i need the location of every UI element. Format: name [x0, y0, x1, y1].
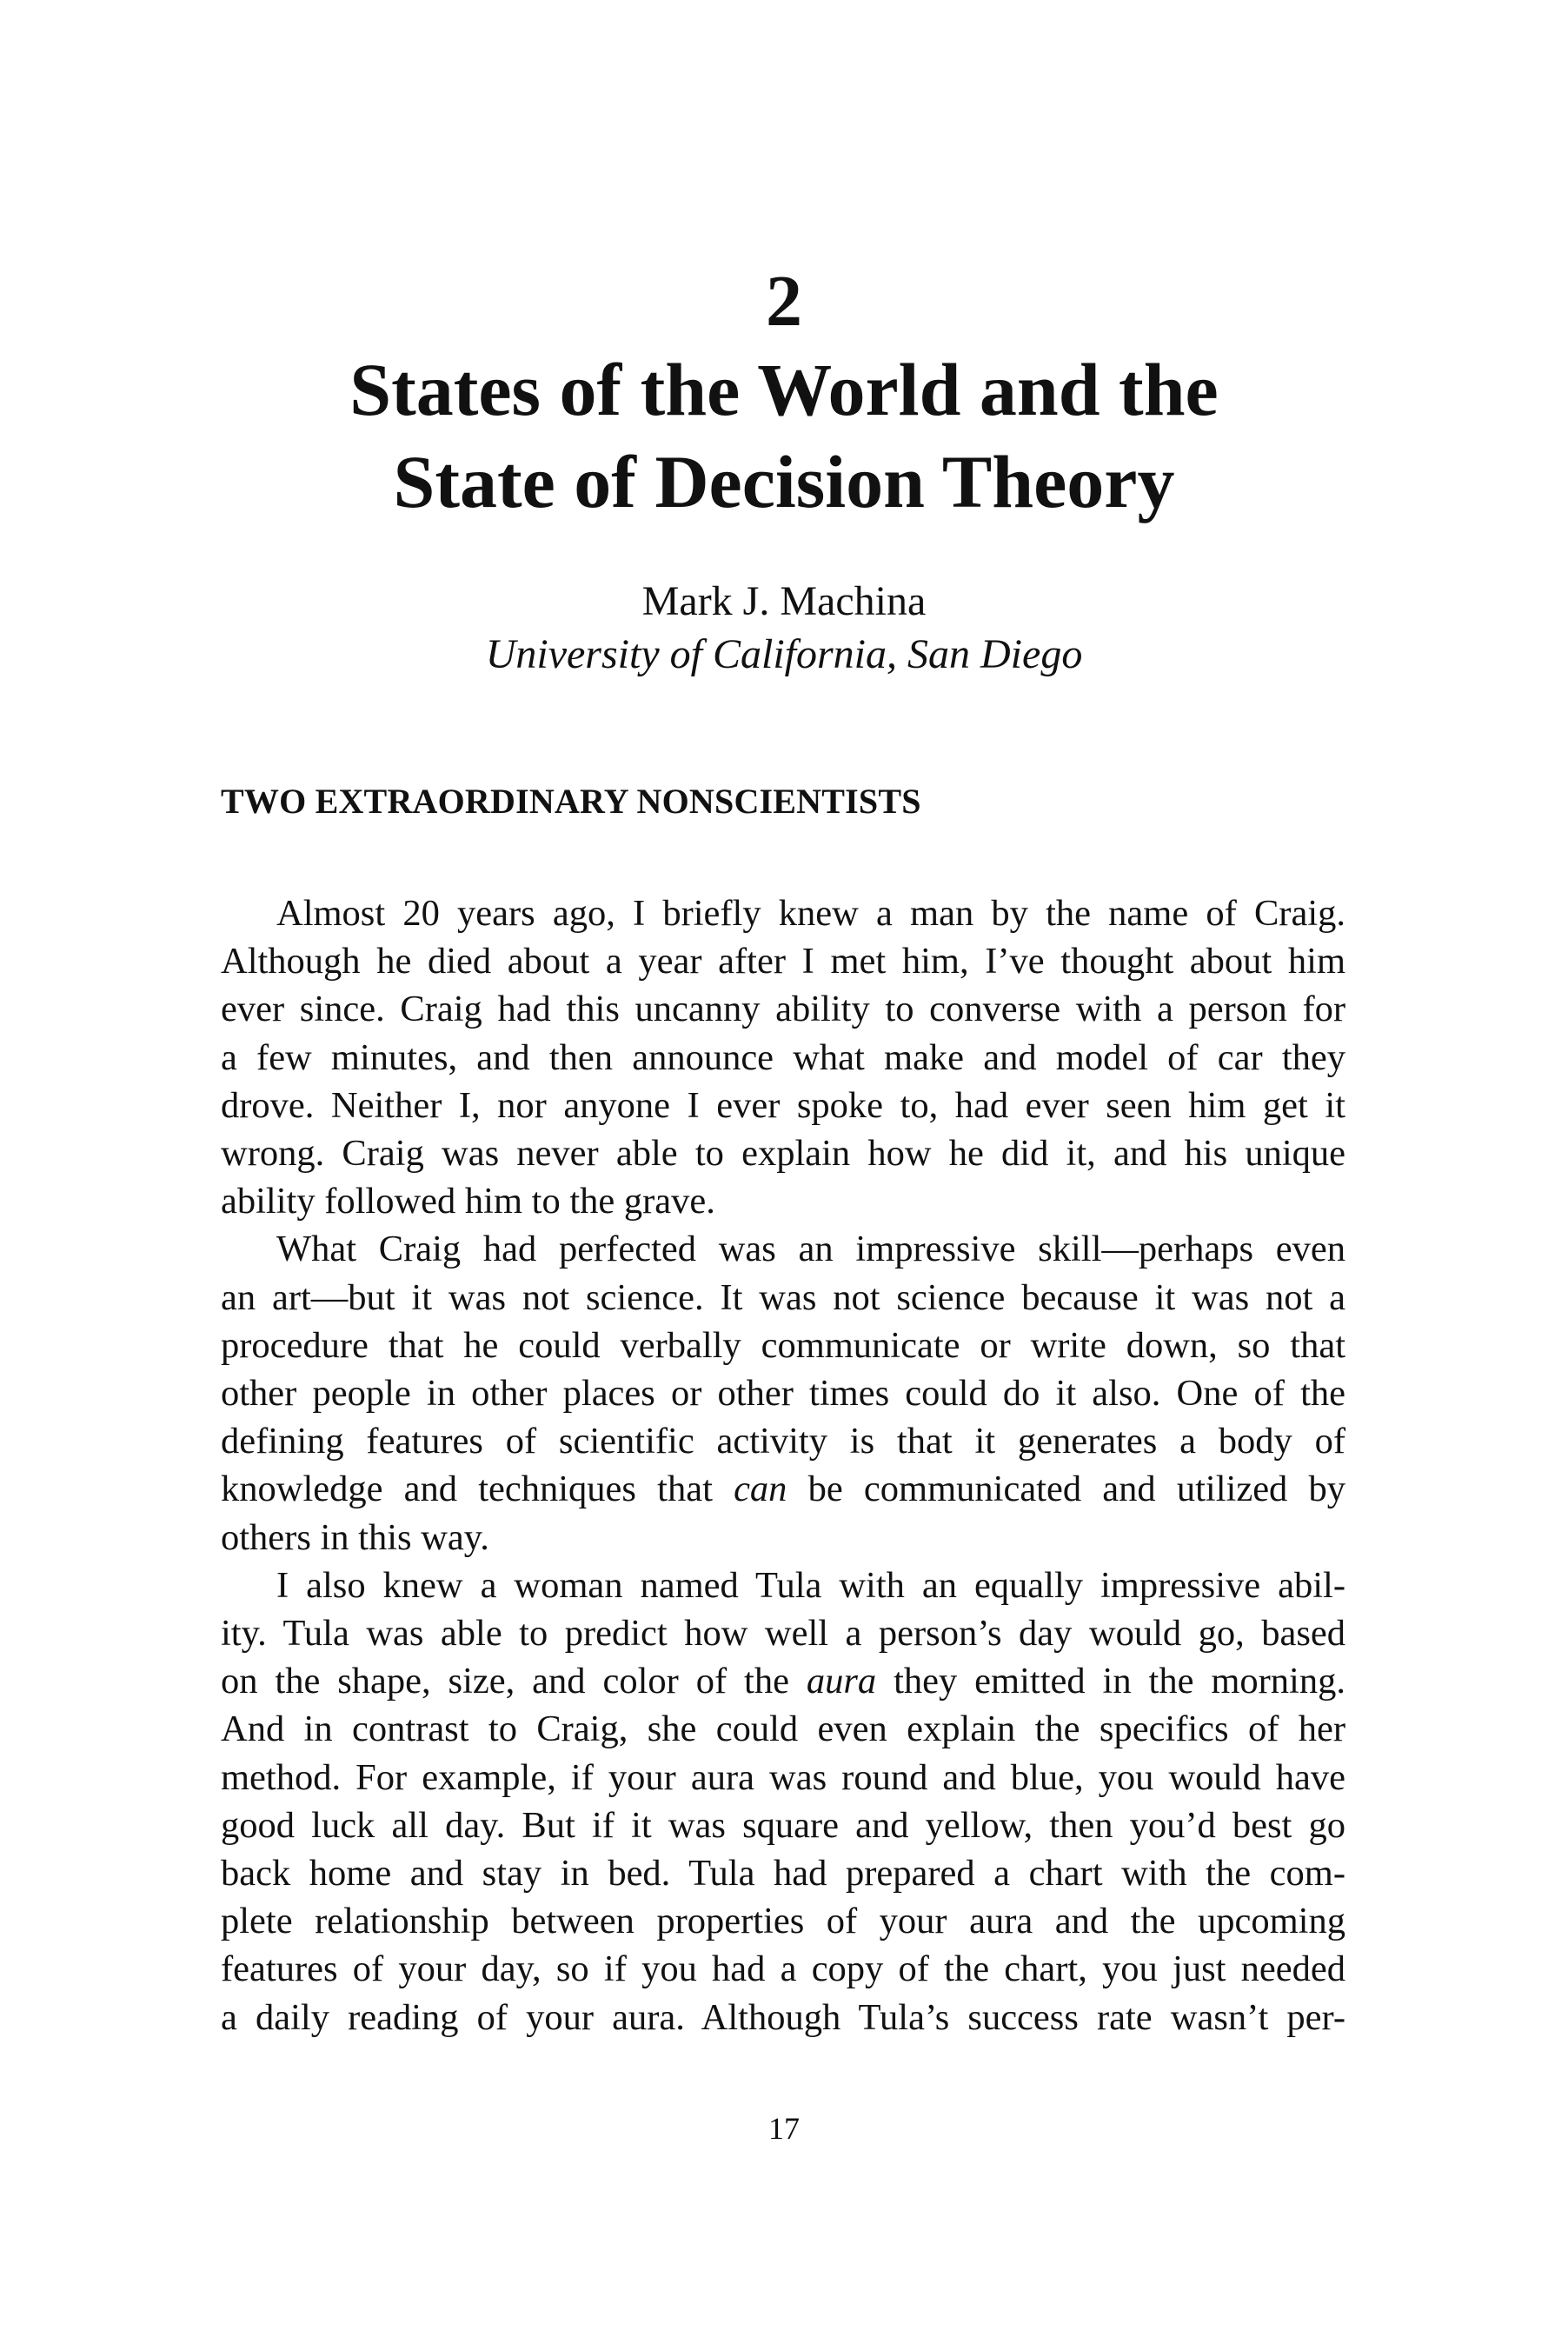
text-line: plete relationship between properties of your aura and the upcoming	[221, 1901, 1345, 1942]
text-line: others in this way.	[221, 1516, 489, 1558]
text-line: good luck all day. But if it was square and yellow, then you’d best go	[221, 1804, 1345, 1846]
text-line	[221, 1465, 1345, 1513]
section-heading: TWO EXTRAORDINARY NONSCIENTISTS	[221, 782, 921, 821]
text-line: procedure that he could verbally communicate or write down, so that	[221, 1324, 1345, 1366]
text-run: knowledge and techniques that	[221, 1469, 734, 1510]
text-line: I also knew a woman named Tula with an equally impressive abil-	[276, 1564, 1345, 1606]
text-line: method. For example, if your aura was round and blue, you would have	[221, 1756, 1345, 1798]
paragraph	[221, 889, 1345, 1225]
text-run: on the shape, size, and color of the	[221, 1661, 807, 1702]
text-line: And in contrast to Craig, she could even explain the specifics of her	[221, 1708, 1345, 1750]
paragraph	[221, 1562, 1345, 2041]
text-line: Almost 20 years ago, I briefly knew a man by the name of Craig.	[276, 893, 1345, 934]
text-line: an art—but it was not science. It was not science because it was not a	[221, 1276, 1345, 1318]
chapter-title	[0, 343, 1568, 528]
body-text	[221, 889, 1345, 2041]
text-line: ity. Tula was able to predict how well a person’s day would go, based	[221, 1613, 1345, 1655]
text-line: features of your day, so if you had a copy of the chart, you just needed	[221, 1948, 1345, 1990]
paragraph	[221, 1225, 1345, 1561]
emphasis-text: can	[734, 1469, 787, 1510]
text-line: defining features of scientific activity is that it generates a body of	[221, 1421, 1345, 1462]
text-line: drove. Neither I, nor anyone I ever spoke to, had ever seen him get it	[221, 1084, 1345, 1126]
text-line: wrong. Craig was never able to explain how he did it, and his unique	[221, 1133, 1345, 1175]
text-line: other people in other places or other times could do it also. One of the	[221, 1373, 1345, 1415]
chapter-title-line: States of the World and the	[349, 348, 1219, 431]
emphasis-text: aura	[806, 1661, 877, 1702]
author-affiliation: University of California, San Diego	[485, 631, 1083, 677]
text-line: a daily reading of your aura. Although Tula’s success rate wasn’t per-	[221, 1996, 1345, 2038]
text-line: back home and stay in bed. Tula had prepared a chart with the com-	[221, 1853, 1345, 1895]
text-line: Although he died about a year after I met him, I’ve thought about him	[221, 941, 1345, 982]
text-line: ability followed him to the grave.	[221, 1181, 715, 1222]
text-line: a few minutes, and then announce what make and model of car they	[221, 1036, 1345, 1078]
text-line: What Craig had perfected was an impressive skill—perhaps even	[276, 1229, 1345, 1270]
chapter-number: 2	[766, 261, 802, 342]
text-run: they emitted in the morning.	[876, 1661, 1345, 1702]
text-run: be communicated and utilized by	[787, 1469, 1345, 1510]
text-line: ever since. Craig had this uncanny ability to converse with a person for	[221, 989, 1345, 1030]
author-name: Mark J. Machina	[641, 578, 927, 624]
chapter-title-line: State of Decision Theory	[393, 440, 1175, 523]
page-number: 17	[768, 2111, 800, 2146]
text-line	[221, 1657, 1345, 1705]
